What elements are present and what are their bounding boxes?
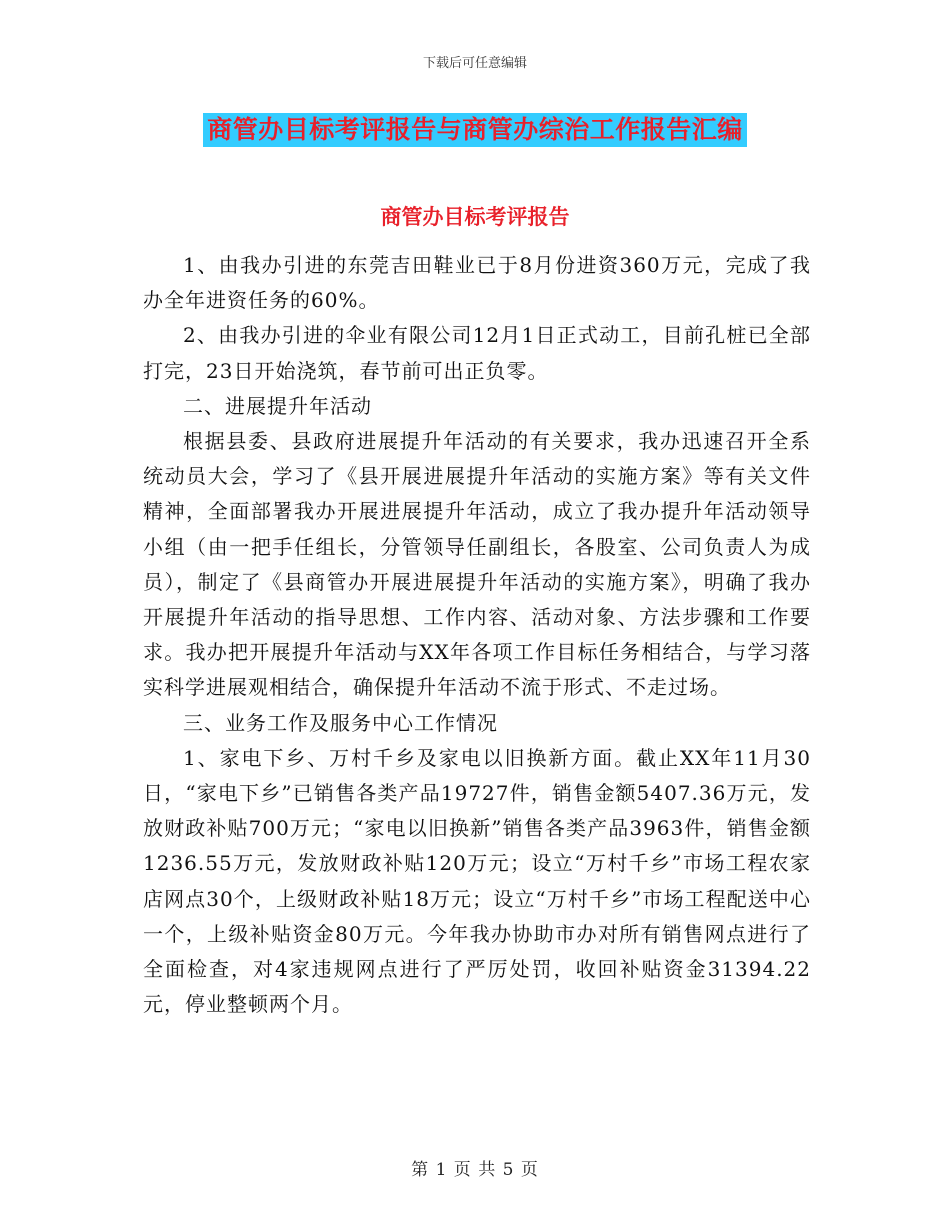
paragraph-1: 1、由我办引进的东莞吉田鞋业已于8月份进资360万元，完成了我办全年进资任务的60%。 (143, 253, 811, 313)
main-title-container (0, 113, 950, 147)
section-title: 商管办目标考评报告 (380, 205, 570, 229)
paragraph-4: 1、家电下乡、万村千乡及家电以旧换新方面。截止XX年11月30日，“家电下乡”已销售各类产品19727件，销售金额5407.36万元，发放财政补贴700万元；“家电以旧换新”销售各类产品3963件，销售金额1236.55万元，发放财政补贴120万元；设立“万村千乡”市场工程农家店网点30个，上级财政补贴18万元；设立“万村千乡”市场工程配送中心一个，上级补贴资金80万元。今年我办协助市办对所有销售网点进行了全面检查，对4家违规网点进行了严厉处罚，收回补贴资金31394.22元，停业整顿两个月。 (143, 745, 811, 1017)
paragraph-heading-2: 二、进展提升年活动 (183, 393, 372, 418)
page-number-footer: 第 1 页 共 5 页 (411, 1160, 539, 1180)
document-body (143, 248, 811, 1022)
document-main-title: 商管办目标考评报告与商管办综治工作报告汇编 (203, 113, 747, 147)
paragraph-3: 根据县委、县政府进展提升年活动的有关要求，我办迅速召开全系统动员大会，学习了《县开展进展提升年活动的实施方案》等有关文件精神，全面部署我办开展进展提升年活动，成立了我办提升年活动领导小组（由一把手任组长，分管领导任副组长，各股室、公司负责人为成员），制定了《县商管办开展进展提升年活动的实施方案》，明确了我办开展提升年活动的指导思想、工作内容、活动对象、方法步骤和工作要求。我办把开展提升年活动与XX年各项工作目标任务相结合，与学习落实科学进展观相结合，确保提升年活动不流于形式、不走过场。 (143, 429, 811, 700)
paragraph-2: 2、由我办引进的伞业有限公司12月1日正式动工，目前孔桩已全部打完，23日开始浇筑，春节前可出正负零。 (143, 323, 811, 383)
paragraph-heading-3: 三、业务工作及服务中心工作情况 (183, 710, 498, 735)
page-header-note: 下载后可任意编辑 (422, 56, 527, 71)
